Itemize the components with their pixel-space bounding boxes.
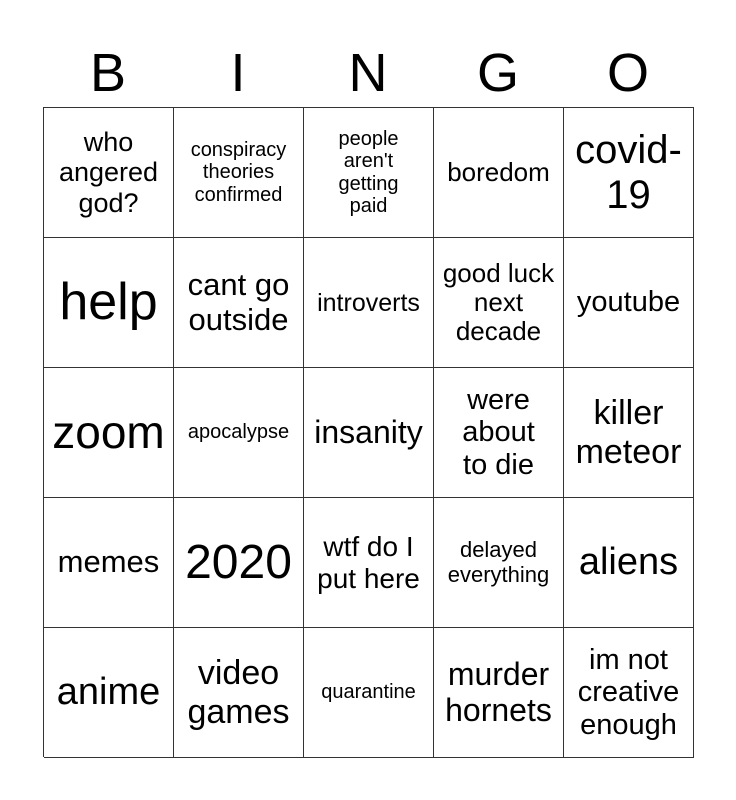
cell-text: conspiracy theories confirmed [190,138,287,206]
bingo-cell-r1c5[interactable] [564,108,694,238]
cell-text: good luck next decade [442,257,555,347]
cell-text: boredom [447,156,550,187]
bingo-cell-r3c4[interactable] [434,368,564,498]
cell-text: anime [56,671,161,714]
bingo-cell-r3c1[interactable] [44,368,174,498]
cell-text: youtube [576,286,681,319]
header-letter-g: G [476,43,519,103]
bingo-cell-r4c5[interactable] [564,498,694,628]
cell-text: zoom [52,405,165,458]
bingo-board [43,107,694,757]
bingo-cell-r2c4[interactable] [434,238,564,368]
bingo-cell-r2c2[interactable] [174,238,304,368]
bingo-cell-r3c5[interactable] [564,368,694,498]
bingo-cell-r1c3[interactable] [304,108,434,238]
cell-text: memes [57,544,160,580]
cell-text: wtf do I put here [317,531,420,594]
bingo-cell-r4c2[interactable] [174,498,304,628]
header-letter-b: B [89,43,127,103]
cell-text: delayed everything [447,536,550,587]
bingo-cell-r5c4[interactable] [434,628,564,758]
cell-text: insanity [314,413,423,450]
bingo-cell-r1c2[interactable] [174,108,304,238]
cell-text: video games [187,654,290,731]
cell-text: im not creative enough [577,643,680,741]
bingo-header [43,40,693,106]
header-letter-n: N [348,43,388,103]
bingo-cell-r2c5[interactable] [564,238,694,368]
header-letter-i: I [230,43,246,103]
bingo-cell-r5c3[interactable] [304,628,434,758]
bingo-cell-r4c1[interactable] [44,498,174,628]
cell-text: apocalypse [187,421,290,444]
cell-text: quarantine [321,681,416,704]
cell-text: introverts [317,288,420,317]
cell-text: 2020 [185,535,292,589]
header-letter-o: O [606,43,649,103]
bingo-cell-r3c2[interactable] [174,368,304,498]
bingo-cell-r4c4[interactable] [434,498,564,628]
cell-text: people aren't getting paid [338,127,399,217]
cell-text: murder hornets [445,655,552,728]
bingo-cell-r5c5[interactable] [564,628,694,758]
bingo-cell-r5c2[interactable] [174,628,304,758]
bingo-cell-r2c1[interactable] [44,238,174,368]
cell-text: who angered god? [58,127,159,218]
bingo-cell-r2c3[interactable] [304,238,434,368]
bingo-cell-r1c4[interactable] [434,108,564,238]
cell-text: aliens [578,541,679,584]
bingo-cell-r4c3[interactable] [304,498,434,628]
cell-text: were about to die [462,383,535,481]
cell-text: help [59,273,158,332]
bingo-cell-r5c1[interactable] [44,628,174,758]
bingo-cell-r1c1[interactable] [44,108,174,238]
bingo-cell-r3c3[interactable] [304,368,434,498]
cell-text: covid-19 [575,127,682,217]
cell-text: killer meteor [575,394,682,471]
cell-text: cant go outside [187,266,290,337]
